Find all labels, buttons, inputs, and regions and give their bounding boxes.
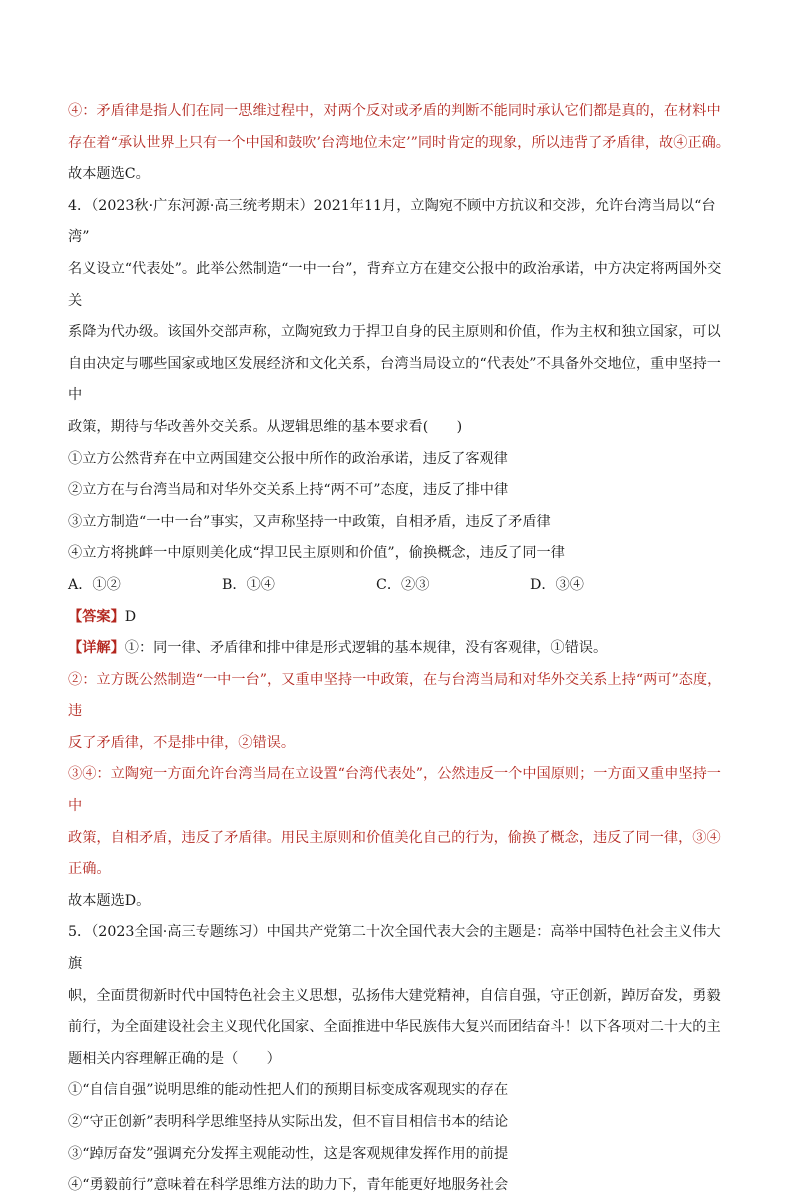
question-text: 4．（2023秋·广东河源·高三统考期末）2021年11月，立陶宛不顾中方抗议和交涉，允许台湾当局以“台湾” [68, 197, 716, 246]
option-a: A．①② [68, 576, 121, 593]
answer-value: D [124, 608, 137, 625]
analysis-line: ②：立方既公然制造“一中一台”，又重申坚持一中政策，在与台湾当局和对华外交关系上持“两可”态度，违 [68, 671, 722, 720]
question-text: 政策，期待与华改善外交关系。从逻辑思维的基本要求看( ) [68, 418, 463, 435]
question-text: 名义设立“代表处”。此举公然制造“一中一台”，背弃立方在建交公报中的政治承诺，中方决定将两国外交关 [68, 260, 722, 309]
question-text: 5．（2023全国·高三专题练习）中国共产党第二十次全国代表大会的主题是：高举中国特色社会主义伟大旗 [68, 924, 721, 973]
statement-item: ④立方将挑衅一中原则美化成“捍卫民主原则和价值”，偷换概念，违反了同一律 [68, 545, 565, 562]
option-d: D．③④ [530, 576, 584, 593]
statement-item: ①立方公然背弃在中立两国建交公报中所作的政治承诺，违反了客观律 [68, 450, 508, 467]
analysis-line: ④：矛盾律是指人们在同一思维过程中，对两个反对或矛盾的判断不能同时承认它们都是真的，在材料中 [68, 103, 721, 119]
analysis-line: 政策，自相矛盾，违反了矛盾律。用民主原则和价值美化自己的行为，偷换了概念，违反了同一律，③④ [68, 829, 721, 846]
answer-label: 【答案】 [68, 608, 125, 625]
analysis-line: 存在着“承认世界上只有一个中国和鼓吹’台湾地位未定’”同时肯定的现象，所以违背了矛盾律，故④正确。 [68, 134, 730, 151]
option-b: B．①④ [222, 576, 275, 593]
detail-line [68, 633, 732, 665]
question-text: 前行，为全面建设社会主义现代化国家、全面推进中华民族伟大复兴而团结奋斗！以下各项对二十大的主 [68, 1019, 721, 1036]
statement-item: ②立方在与台湾当局和对华外交关系上持“两不可”态度，违反了排中律 [68, 482, 509, 499]
answer-conclusion: 故本题选C。 [68, 166, 150, 183]
question-text: 题相关内容理解正确的是（ ） [68, 1050, 281, 1067]
question-text: 帜，全面贯彻新时代中国特色社会主义思想，弘扬伟大建党精神，自信自强，守正创新，踔厉奋发，勇毅 [68, 987, 721, 1004]
option-c: C．②③ [376, 576, 430, 593]
statement-item: ①“自信自强”说明思维的能动性把人们的预期目标变成客观现实的存在 [68, 1082, 509, 1099]
analysis-line: 正确。 [68, 861, 111, 878]
statement-item: ③立方制造“一中一台”事实，又声称坚持一中政策，自相矛盾，违反了矛盾律 [68, 513, 551, 530]
answer-conclusion: 故本题选D。 [68, 892, 151, 909]
detail-text: ①：同一律、矛盾律和排中律是形式逻辑的基本规律，没有客观律，①错误。 [124, 640, 608, 657]
statement-item: ④“勇毅前行”意味着在科学思维方法的助力下，青年能更好地服务社会 [68, 1177, 509, 1194]
statement-item: ②“守正创新”表明科学思维坚持从实际出发，但不盲目相信书本的结论 [68, 1114, 509, 1130]
statement-item: ③“踔厉奋发”强调充分发挥主观能动性，这是客观规律发挥作用的前提 [68, 1145, 509, 1162]
analysis-line: 反了矛盾律，不是排中律，②错误。 [68, 734, 296, 751]
document-content [68, 96, 732, 1202]
answer-options [68, 570, 732, 602]
answer-line [68, 602, 732, 634]
question-text: 系降为代办级。该国外交部声称，立陶宛致力于捍卫自身的民主原则和价值，作为主权和独立国家，可以 [68, 324, 721, 341]
analysis-line: ③④：立陶宛一方面允许台湾当局在立设置“台湾代表处”，公然违反一个中国原则；一方面又重申坚持一中 [68, 766, 721, 815]
detail-label: 【详解】 [68, 640, 125, 657]
question-text: 自由决定与哪些国家或地区发展经济和文化关系，台湾当局设立的“代表处”不具备外交地位，重申坚持一中 [68, 355, 721, 404]
